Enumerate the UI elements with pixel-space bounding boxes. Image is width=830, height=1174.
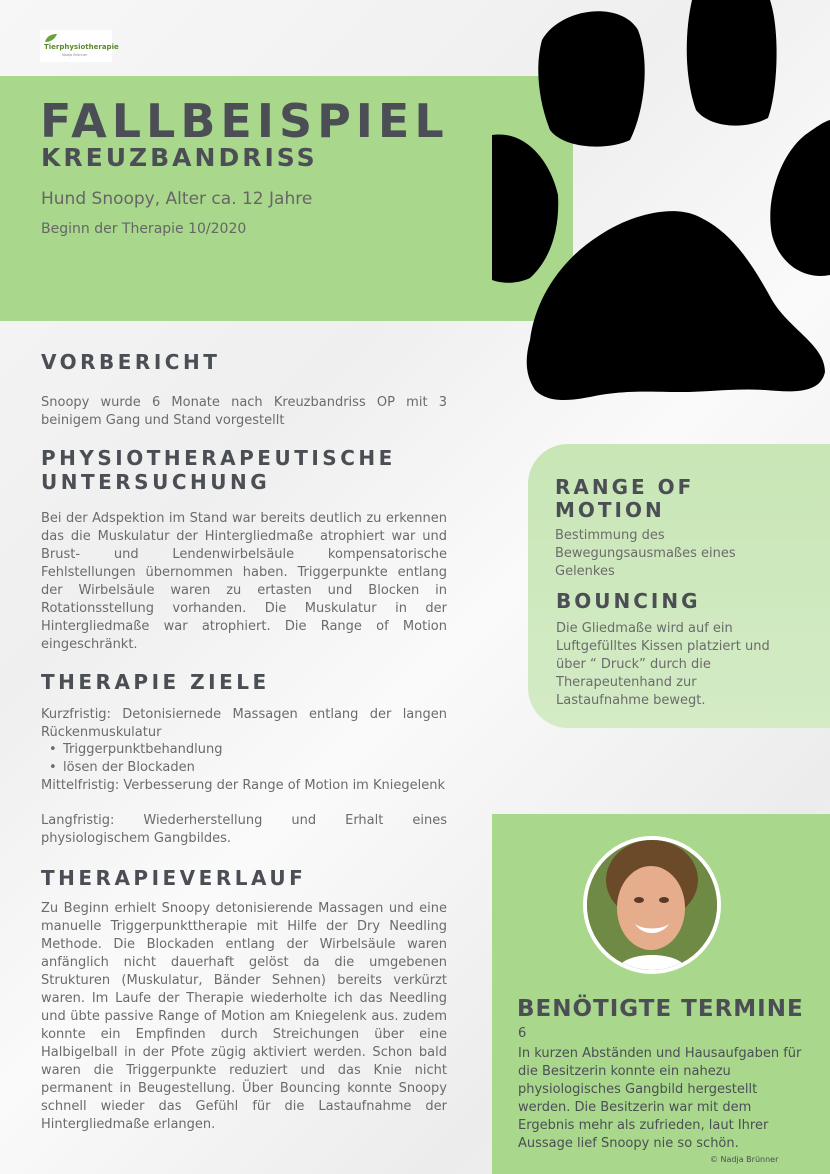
paw-toe-top-left bbox=[538, 11, 644, 146]
ziele-kurzfristig: Kurzfristig: Detonisiernede Massagen entlang der langen Rückenmuskulatur bbox=[41, 707, 447, 740]
paw-toe-right bbox=[770, 120, 830, 276]
paw-print-icon bbox=[480, 0, 830, 410]
rom-heading-line1: RANGE OF bbox=[555, 475, 695, 499]
ziele-bullet-list bbox=[41, 741, 447, 777]
untersuchung-heading-line2: UNTERSUCHUNG bbox=[41, 470, 271, 494]
logo bbox=[40, 30, 119, 62]
ziele-mittelfristig: Mittelfristig: Verbesserung der Range of Motion im Kniegelenk bbox=[41, 778, 445, 793]
list-item: • lösen der Blockaden bbox=[41, 759, 447, 777]
logo-owner: Nadja Brünner bbox=[62, 53, 88, 57]
bouncing-heading: BOUNCING bbox=[556, 589, 701, 613]
patient-info: Hund Snoopy, Alter ca. 12 Jahre bbox=[41, 189, 313, 209]
termine-count: 6 bbox=[518, 1026, 527, 1041]
leaf-icon bbox=[44, 33, 58, 43]
vorbericht-text: Snoopy wurde 6 Monate nach Kreuzbandriss OP mit 3 beinigem Gang und Stand vorgestellt bbox=[41, 395, 447, 428]
page-subtitle: KREUZBANDRISS bbox=[41, 143, 318, 172]
rom-text: Bestimmung des Bewegungsausmaßes eines Gelenkes bbox=[555, 528, 736, 579]
portrait-icon bbox=[587, 840, 717, 970]
rom-heading-line2: MOTION bbox=[555, 498, 665, 522]
verlauf-heading: THERAPIEVERLAUF bbox=[41, 866, 307, 890]
avatar bbox=[583, 836, 721, 974]
termine-heading: BENÖTIGTE TERMINE bbox=[517, 996, 804, 1022]
untersuchung-heading-line1: PHYSIOTHERAPEUTISCHE bbox=[41, 446, 396, 470]
ziele-langfristig: Langfristig: Wiederherstellung und Erhalt eines physiologischem Gangbildes. bbox=[41, 813, 447, 846]
vorbericht-heading: VORBERICHT bbox=[41, 350, 221, 374]
paw-toe-left bbox=[492, 134, 558, 282]
copyright: © Nadja Brünner bbox=[710, 1155, 779, 1164]
therapy-start: Beginn der Therapie 10/2020 bbox=[41, 221, 247, 237]
paw-toe-top-right bbox=[687, 0, 777, 126]
ziele-heading: THERAPIE ZIELE bbox=[41, 670, 270, 694]
untersuchung-text: Bei der Adspektion im Stand war bereits deutlich zu erkennen das die Muskulatur der Hintergliedmaße atrophiert war und Brust- und Lendenwirbelsäule kompensatorische Fehlstellungen übernommen haben. Triggerpunkte entlang der Wirbelsäule waren zu ertasten und Blocken in Rotationsstellung vorhanden. Die Muskulatur in der Hintergliedmaße war atrophiert. Die Range of Motion eingeschränkt. bbox=[41, 511, 447, 652]
verlauf-text: Zu Beginn erhielt Snoopy detonisierende Massagen und eine manuelle Triggerpunkttherapie mit Hilfe der Dry Needling Methode. Die Blockaden entlang der Wirbelsäule waren anfänglich nicht dauerhaft gelöst da die umgebenen Strukturen (Muskulatur, Bänder Sehnen) bereits verkürzt waren. Im Laufe der Therapie wiederholte ich das Needling und übte passive Range of Motion am Kniegelenk aus. zudem konnte ein Empfinden durch Streichungen über eine Halbigelball in der Pfote zügig aktiviert werden. Schon bald waren die Triggerpunkte reduziert und das Knie nicht permanent in Beugestellung. Über Bouncing konnte Snoopy schnell wieder das Gefühl für die Lastaufnahme der Hintergliedmaße erlangen. bbox=[41, 901, 447, 1132]
page-title: FALLBEISPIEL bbox=[40, 94, 449, 148]
logo-name: Tierphysiotherapie bbox=[44, 43, 119, 51]
termine-text: In kurzen Abständen und Hausaufgaben für die Besitzerin konnte ein nahezu physiologisches Gangbild hergestellt werden. Die Besitzerin war mit dem Ergebnis mehr als zufrieden, laut Ihrer Aussage lief Snoopy nie so schön. bbox=[518, 1046, 802, 1151]
bouncing-text: Die Gliedmaße wird auf ein Luftgefülltes Kissen platziert und über “ Druck” durch die Therapeutenhand zur Lastaufnahme bewegt. bbox=[556, 621, 770, 708]
list-item: • Triggerpunktbehandlung bbox=[41, 741, 447, 759]
